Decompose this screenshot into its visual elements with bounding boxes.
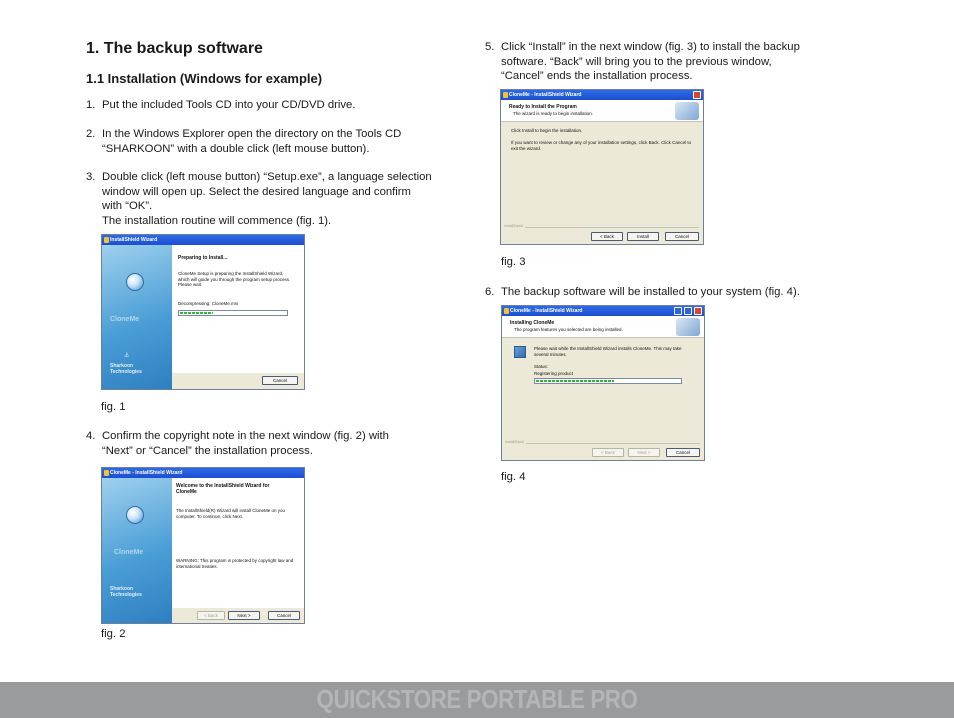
fig2-caption: fig. 2 [101,628,126,640]
fig3-screenshot [500,89,704,245]
wizard-subheading: The wizard is ready to begin installation. [513,111,594,116]
separator-line [506,443,700,444]
next-button[interactable]: Next > [228,611,260,620]
footer-banner [0,682,954,718]
installshield-orb-icon [126,273,144,291]
status-label: Status: [534,364,549,369]
back-button[interactable]: < Back [592,448,624,457]
step-1 [86,98,486,113]
back-button[interactable]: < Back [197,611,225,620]
wizard-body: The InstallShield(R) Wizard will install CloneMe on you computer. To continue, click Next. [176,508,286,519]
wizard-content-pane [172,245,304,373]
step-4 [86,429,486,459]
copyright-warning: WARNING: This program is protected by copyright law and international treaties. [176,558,294,569]
wizard-heading: Ready to Install the Program [509,104,577,110]
side-text: Sharkoon [110,363,134,369]
installshield-logo-icon [675,102,699,120]
window-title: InstallShield Wizard [110,237,158,243]
next-button[interactable]: Next > [628,448,660,457]
progress-fill [536,380,614,382]
step-number: 4. [86,430,96,442]
wizard-body: Click Install to begin the installation. [511,128,583,133]
installer-icon [104,237,109,243]
minimize-icon[interactable] [674,307,682,315]
wizard-heading: Welcome to the InstallShield Wizard for CloneMe [176,483,270,495]
window-title: CloneMe - InstallShield Wizard [110,470,183,476]
window-title: CloneMe - InstallShield Wizard [509,92,582,98]
install-button[interactable]: Install [627,232,659,241]
step-number: 3. [86,171,96,183]
wizard-side-banner [102,245,172,389]
window-title: CloneMe - InstallShield Wizard [510,308,583,314]
step-number: 1. [86,99,96,111]
window-titlebar [102,235,304,245]
computer-install-icon [514,346,526,358]
fig1-screenshot [101,234,305,390]
window-titlebar [501,90,703,100]
step-number: 5. [485,41,495,53]
step-number: 2. [86,128,96,140]
step-6 [485,285,925,300]
wizard-body: Please wait while the InstallShield Wizard installs CloneMe. This may take several minutes. [534,346,682,357]
step-text: Confirm the copyright note in the next window (fig. 2) with “Next” or “Cancel” the installation process. [102,430,389,457]
subsection-heading: 1.1 Installation (Windows for example) [86,71,323,86]
installshield-orb-icon [126,506,144,524]
wizard-status: Decompressing: CloneMe.msi [178,301,239,306]
window-titlebar [102,468,304,478]
wizard-side-banner [102,478,172,623]
step-text: Click “Install” in the next window (fig. 3) to install the backup software. “Back” will bring you to the previous window, “Cancel” ends the installation process. [501,41,800,82]
product-title: QUICKSTORE PORTABLE PRO [316,684,638,714]
step-text: In the Windows Explorer open the directory on the Tools CD “SHARKOON” with a double click (left mouse button). [102,128,402,155]
step-3 [86,170,486,230]
window-titlebar [502,306,704,316]
fig4-screenshot [501,305,705,461]
installer-icon [504,308,509,314]
fig2-screenshot [101,467,305,624]
step-5 [485,40,925,85]
wizard-header-band [502,316,704,338]
wizard-heading: Preparing to Install... [178,255,228,261]
wizard-content-pane [172,478,304,608]
wizard-header-band [501,100,703,122]
cancel-button[interactable]: Cancel [666,448,700,457]
wizard-subheading: The program features you selected are being installed. [514,327,623,332]
cancel-button[interactable]: Cancel [268,611,300,620]
wizard-heading: Installing CloneMe [510,320,555,326]
cancel-button[interactable]: Cancel [262,376,298,385]
brand-watermark: CloneMe [110,316,140,323]
installer-icon [104,470,109,476]
step-number: 6. [485,286,495,298]
side-text: Technologies [110,592,142,598]
maximize-icon[interactable] [684,307,692,315]
separator-line [505,227,699,228]
close-icon[interactable] [694,307,702,315]
section-heading: 1. The backup software [86,40,263,57]
installshield-logo-icon [676,318,700,336]
installshield-label: InstallShield [505,440,524,444]
side-text: Sharkoon [110,586,134,592]
wizard-body: CloneMe Setup is preparing the InstallShield Wizard, which will guide you through the program setup process. Please wait. [178,271,291,287]
installer-icon [503,92,508,98]
fig1-caption: fig. 1 [101,401,126,413]
progress-bar [534,378,682,384]
progress-fill [180,312,213,314]
wizard-body-secondary: If you want to review or change any of your installation settings, click Back. Click Cancel to exit the wizard. [511,140,692,151]
step-text: Double click (left mouse button) “Setup.exe”, a language selection window will open up. Select the desired language and confirm with “OK”. The installation routine will commence (fig. 1). [102,171,432,227]
side-text: Technologies [110,369,142,375]
close-icon[interactable] [693,91,701,99]
step-2 [86,127,486,157]
cancel-button[interactable]: Cancel [665,232,699,241]
progress-bar [178,310,288,316]
shark-icon: ⚓ [124,353,130,359]
back-button[interactable]: < Back [591,232,623,241]
fig4-caption: fig. 4 [501,471,526,483]
step-text: Put the included Tools CD into your CD/DVD drive. [102,99,356,111]
step-text: The backup software will be installed to your system (fig. 4). [501,286,800,298]
status-value: Registering product [534,371,574,376]
fig3-caption: fig. 3 [501,256,526,268]
installshield-label: InstallShield [504,224,523,228]
brand-watermark: CloneMe [114,549,144,556]
